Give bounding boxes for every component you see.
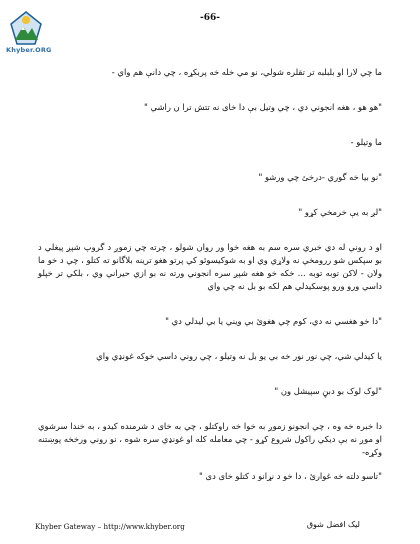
paragraph-11: "تاسو دلته خه غوارئ ، دا خو د نړانو د كتلو خاى دى " — [199, 471, 382, 481]
footer-author: ليک افضل شوق — [306, 520, 360, 529]
paragraph-2: "هو هو ، هغه انجوني دي ، چي وتيل بې دا خاى نه تتش ترا ن راشي " — [144, 102, 382, 112]
paragraph-9: "لوک لوک بو دبڼ سپيشل ون " — [274, 386, 382, 396]
paragraph-10: دا خبره خه وه ، چي انجونو زموږ به خوا خه راوكتلو ، چي به خاى د شرمنده كيدو ، به خندا سرشوي او موږ نه بې ديكي راكول شروع كړو - چي معامله كله او غونډي سره شوه ، نو روني ورخخه پوښتنه وكړه- — [38, 421, 382, 457]
document-body — [38, 66, 382, 483]
page-number: -66- — [200, 13, 220, 23]
footer-site: Khyber Gateway – http://www.khyber.org — [35, 522, 185, 531]
paragraph-7: "دا خو هغسي نه دي، كوم چي هغوئ بي ويني يا بي ليدلي دي " — [165, 316, 382, 326]
logo-text: Khyber.ORG — [6, 46, 52, 54]
paragraph-3: ما وتيلو - — [350, 137, 382, 147]
paragraph-1: ما چي لارا او بلبلبه تر تقلره شولي، نو مي خله خه پربكړه ، چي دانې هم واي - — [111, 67, 382, 77]
paragraph-6: او د روني له دي خبري سره سم به هغه خوا ور روان شولو ، چرته چي زموږ د گروپ شپږ پيغلي د بو سپكس شو ررومخي نه ولاړي وي او به شوكيسوئو كي پرتو هغو ترينه بلاگانو ته كتلو ، چي د خو ما ولان - لاكن توبه توبه ... خكه خو هغه شپږ سره انجوني ورته نه بو ازي حيراني وي ، بلكي تر خپلو داسي ورو ورو پوسكيدلي هم لكه بو بل نه چي واي — [38, 242, 382, 291]
paragraph-4: "نو بيا خه گوري -درخئ چي ورشو " — [258, 172, 382, 182]
paragraph-5: "لږ به يې خرمخي كړو " — [298, 207, 382, 217]
paragraph-8: يا كيدلي شي، چي نور نور خه بي يو بل نه وتيلو ، چي روني داسي خوكه غونډي واي — [96, 351, 382, 361]
